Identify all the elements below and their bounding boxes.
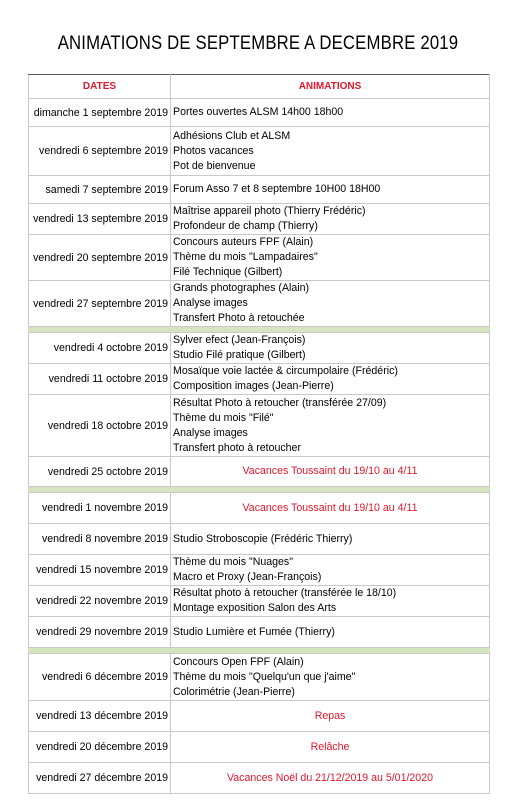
row-date: dimanche 1 septembre 2019 xyxy=(29,99,171,127)
row-animations xyxy=(171,395,490,457)
schedule-table xyxy=(28,74,490,794)
row-date: vendredi 11 octobre 2019 xyxy=(29,364,171,395)
table-row xyxy=(29,99,490,127)
row-date: vendredi 20 décembre 2019 xyxy=(29,732,171,763)
animation-line: Transfert photo à retoucher xyxy=(173,441,301,454)
animation-line: Photos vacances xyxy=(173,144,254,157)
row-date: vendredi 27 septembre 2019 xyxy=(29,281,171,327)
table-row xyxy=(29,701,490,732)
animation-line: Grands photographes (Alain) xyxy=(173,282,310,294)
table-row xyxy=(29,457,490,487)
table-row xyxy=(29,395,490,457)
animation-line: Colorimétrie (Jean-Pierre) xyxy=(173,685,295,698)
animation-line: Vacances Toussaint du 19/10 au 4/11 xyxy=(242,465,418,477)
page-title: ANIMATIONS DE SEPTEMBRE A DECEMBRE 2019 xyxy=(57,33,459,54)
row-animations xyxy=(171,176,490,204)
table-row xyxy=(29,586,490,617)
animation-line: Concours Open FPF (Alain) xyxy=(173,655,304,668)
table-row xyxy=(29,235,490,281)
animation-line: Relâche xyxy=(310,740,350,753)
animation-line: Concours auteurs FPF (Alain) xyxy=(173,236,314,248)
animation-line: Transfert Photo à retouchée xyxy=(173,312,305,324)
row-animations xyxy=(171,617,490,648)
row-animations xyxy=(171,555,490,586)
table-row xyxy=(29,763,490,794)
animation-line: Studio Stroboscopie (Frédéric Thierry) xyxy=(173,532,353,545)
row-animations xyxy=(171,204,490,235)
row-date: vendredi 1 novembre 2019 xyxy=(29,493,171,524)
row-animations xyxy=(171,732,490,763)
animation-line: Portes ouvertes ALSM 14h00 18h00 xyxy=(173,106,344,118)
table-row xyxy=(29,364,490,395)
animation-line: Macro et Proxy (Jean-François) xyxy=(173,571,322,583)
row-animations xyxy=(171,654,490,701)
row-date: vendredi 20 septembre 2019 xyxy=(29,235,171,281)
animation-line: Profondeur de champ (Thierry) xyxy=(173,220,318,232)
row-date: vendredi 18 octobre 2019 xyxy=(29,395,171,457)
row-animations xyxy=(171,493,490,524)
animation-line: Thème du mois "Lampadaires" xyxy=(173,251,318,263)
header-animations: ANIMATIONS xyxy=(171,75,490,99)
animation-line: Filé Technique (Gilbert) xyxy=(173,266,283,278)
animation-line: Adhésions Club et ALSM xyxy=(173,129,291,142)
animation-line: Mosaïque voie lactée & circumpolaire (Frédéric) xyxy=(173,365,398,377)
table-row xyxy=(29,333,490,364)
row-animations xyxy=(171,763,490,794)
animation-line: Thème du mois "Nuages" xyxy=(173,556,293,568)
row-date: vendredi 13 décembre 2019 xyxy=(29,701,171,732)
table-row xyxy=(29,127,490,176)
animation-line: Thème du mois "Filé" xyxy=(173,411,274,424)
row-date: vendredi 25 octobre 2019 xyxy=(29,457,171,487)
row-animations xyxy=(171,586,490,617)
row-animations xyxy=(171,333,490,364)
row-animations xyxy=(171,524,490,555)
animation-line: Vacances Toussaint du 19/10 au 4/11 xyxy=(242,501,418,514)
animation-line: Repas xyxy=(314,709,346,722)
table-row xyxy=(29,204,490,235)
animation-line: Pot de bienvenue xyxy=(173,159,256,172)
row-animations xyxy=(171,235,490,281)
table-row xyxy=(29,555,490,586)
animation-line: Forum Asso 7 et 8 septembre 10H00 18H00 xyxy=(173,183,381,195)
row-animations xyxy=(171,281,490,327)
table-row xyxy=(29,493,490,524)
header-dates: DATES xyxy=(29,75,171,99)
animation-line: Analyse images xyxy=(173,426,248,439)
row-date: vendredi 8 novembre 2019 xyxy=(29,524,171,555)
row-animations xyxy=(171,127,490,176)
animation-line: Studio Lumière et Fumée (Thierry) xyxy=(173,625,335,638)
animation-line: Montage exposition Salon des Arts xyxy=(173,602,337,614)
animation-line: Studio Filé pratique (Gilbert) xyxy=(173,349,306,361)
row-date: vendredi 22 novembre 2019 xyxy=(29,586,171,617)
table-row xyxy=(29,176,490,204)
animation-line: Vacances Noël du 21/12/2019 au 5/01/2020 xyxy=(227,771,433,784)
animation-line: Maîtrise appareil photo (Thierry Frédéric) xyxy=(173,205,366,217)
animation-line: Résultat photo à retoucher (transférée le 18/10) xyxy=(173,587,397,599)
table-header-row xyxy=(29,75,490,99)
schedule-table-body xyxy=(29,75,490,794)
animation-line: Résultat Photo à retoucher (transférée 27/09) xyxy=(173,396,387,409)
row-date: vendredi 13 septembre 2019 xyxy=(29,204,171,235)
animation-line: Thème du mois "Quelqu'un que j'aime" xyxy=(173,670,356,683)
table-row xyxy=(29,524,490,555)
row-animations xyxy=(171,457,490,487)
table-row xyxy=(29,732,490,763)
row-date: vendredi 6 décembre 2019 xyxy=(29,654,171,701)
row-animations xyxy=(171,701,490,732)
row-animations xyxy=(171,99,490,127)
row-date: vendredi 4 octobre 2019 xyxy=(29,333,171,364)
animation-line: Composition images (Jean-Pierre) xyxy=(173,380,334,392)
row-date: vendredi 6 septembre 2019 xyxy=(29,127,171,176)
animation-line: Analyse images xyxy=(173,297,248,309)
table-row xyxy=(29,654,490,701)
table-row xyxy=(29,281,490,327)
row-date: vendredi 29 novembre 2019 xyxy=(29,617,171,648)
row-date: vendredi 15 novembre 2019 xyxy=(29,555,171,586)
row-date: vendredi 27 décembre 2019 xyxy=(29,763,171,794)
table-row xyxy=(29,617,490,648)
animation-line: Sylver efect (Jean-François) xyxy=(173,334,306,346)
row-date: samedi 7 septembre 2019 xyxy=(29,176,171,204)
row-animations xyxy=(171,364,490,395)
